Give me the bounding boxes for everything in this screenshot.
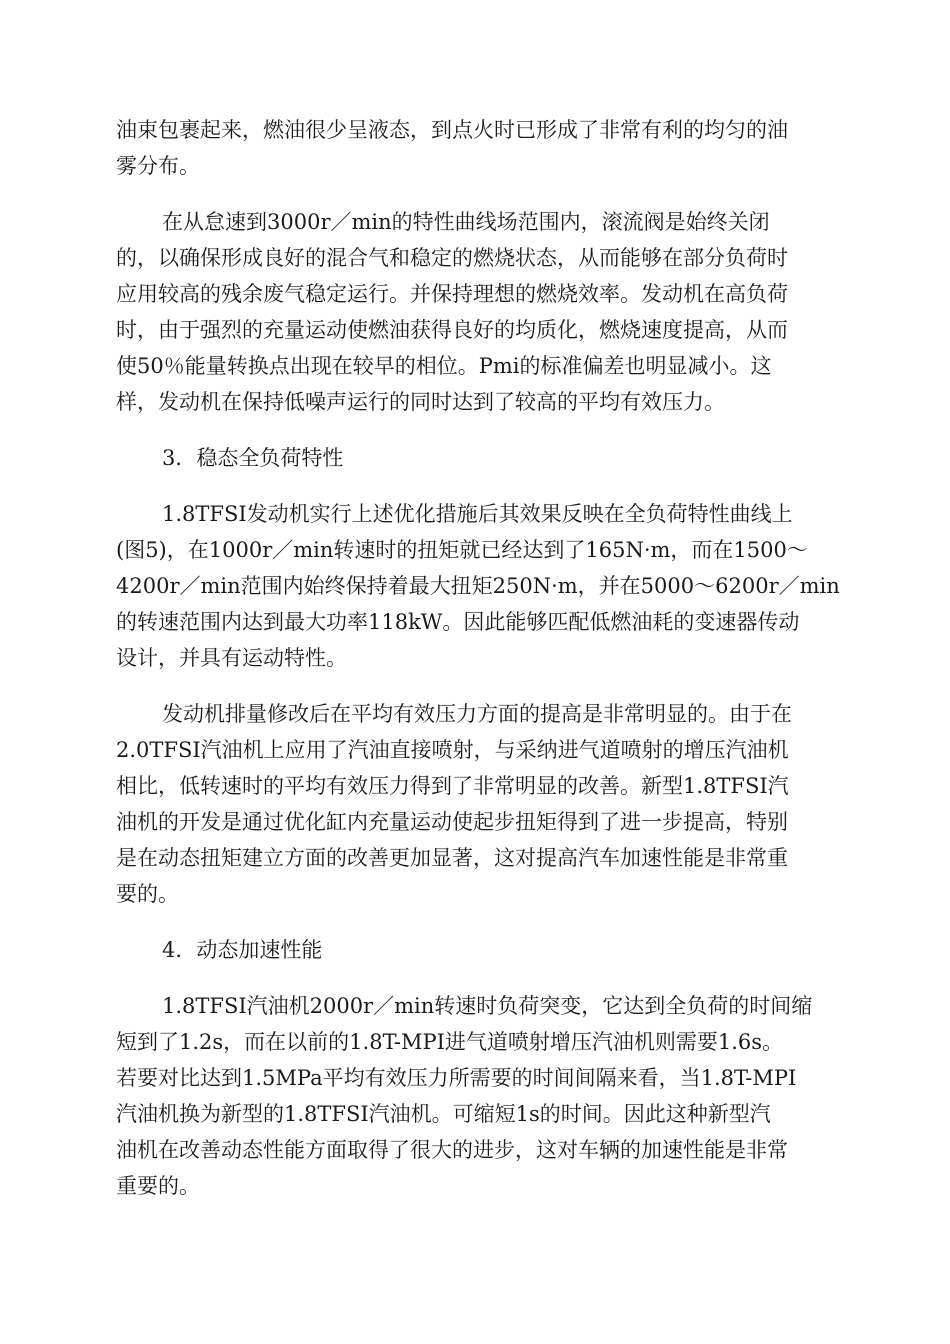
text-line: 样，发动机在保持低噪声运行的同时达到了较高的平均有效压力。 [116,390,725,414]
text-line: 时，由于强烈的充量运动使燃油获得良好的均质化，燃烧速度提高，从而 [116,318,788,342]
text-line: 在从怠速到3000r／min的特性曲线场范围内，滚流阀是始终关闭 [162,210,770,234]
text-line: 的转速范围内达到最大功率118kW。因此能够匹配低燃油耗的变速器传动 [116,610,800,634]
heading-text: 3．稳态全负荷特性 [162,446,344,470]
paragraph-fuel-spray [116,112,836,184]
text-line: 油机在改善动态性能方面取得了很大的进步，这对车辆的加速性能是非常 [116,1138,788,1162]
text-line: 要的。 [116,882,179,906]
text-line: 1.8TFSI发动机实行上述优化措施后其效果反映在全负荷特性曲线上 [162,502,793,526]
text-line: 使50％能量转换点出现在较早的相位。Pmi的标准偏差也明显减小。这 [116,354,772,378]
text-line: 应用较高的残余废气稳定运行。并保持理想的燃烧效率。发动机在高负荷 [116,282,788,306]
text-line: 的，以确保形成良好的混合气和稳定的燃烧状态，从而能够在部分负荷时 [116,246,788,270]
text-line: 是在动态扭矩建立方面的改善更加显著，这对提高汽车加速性能是非常重 [116,846,788,870]
text-line: 雾分布。 [116,154,200,178]
text-line: 汽油机换为新型的1.8TFSI汽油机。可缩短1s的时间。因此这种新型汽 [116,1102,771,1126]
text-line: 相比，低转速时的平均有效压力得到了非常明显的改善。新型1.8TFSI汽 [116,774,789,798]
paragraph-tumble-valve [116,204,836,420]
document-page [116,112,840,1224]
text-line: 设计，并具有运动特性。 [116,646,347,670]
text-line: 发动机排量修改后在平均有效压力方面的提高是非常明显的。由于在 [162,702,792,726]
heading-text: 4．动态加速性能 [162,938,323,962]
text-line: 油机的开发是通过优化缸内充量运动使起步扭矩得到了进一步提高，特别 [116,810,788,834]
paragraph-full-load-curve [116,496,840,676]
text-line: 短到了1.2s，而在以前的1.8T-MPI进气道喷射增压汽油机则需要1.6s。 [116,1030,784,1054]
text-line: 重要的。 [116,1174,200,1198]
paragraph-displacement-change [116,696,836,912]
text-line: 2.0TFSI汽油机上应用了汽油直接喷射，与采纳进气道喷射的增压汽油机 [116,738,789,762]
text-line: 油束包裹起来，燃油很少呈液态，到点火时已形成了非常有利的均匀的油 [116,118,788,142]
paragraph-load-step-response [116,988,836,1204]
section-heading-dynamic-acceleration [116,932,836,968]
text-line: 4200r／min范围内始终保持着最大扭矩250N·m，并在5000～6200r／min [116,574,840,598]
section-heading-steady-full-load [116,440,836,476]
text-line: 若要对比达到1.5MPa平均有效压力所需要的时间间隔来看，当1.8T-MPI [116,1066,797,1090]
text-line: 1.8TFSI汽油机2000r／min转速时负荷突变，它达到全负荷的时间缩 [162,994,813,1018]
text-line: (图5)，在1000r／min转速时的扭矩就已经达到了165N·m，而在1500～ [116,538,808,562]
